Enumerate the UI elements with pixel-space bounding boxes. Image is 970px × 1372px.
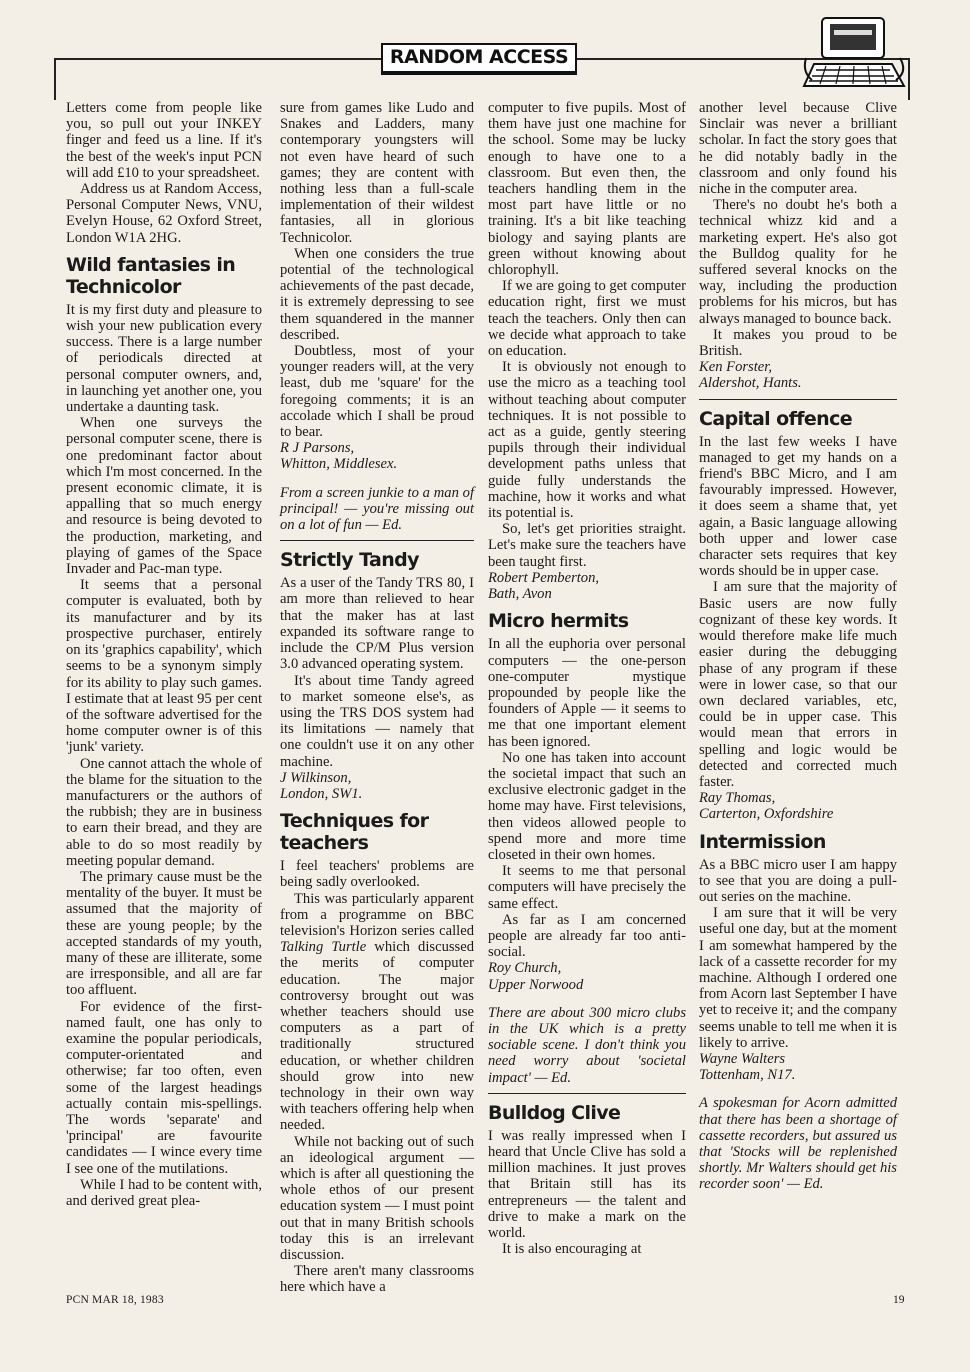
signature-place: Tottenham, N17.	[699, 1067, 796, 1084]
paragraph-part: which discussed the merits of computer education. The major controversy brought out was whether teachers should use computers as a part of traditionally structured education, or whether children should grow into new technology in their own way with teachers offering help when needed.	[280, 939, 474, 1134]
paragraph: While I had to be content with, and derived great plea-	[66, 1176, 262, 1209]
signature-place: Upper Norwood	[488, 976, 584, 993]
heading-techniques-for-teachers: Techniques for teachers	[280, 810, 429, 855]
editor-note: There are about 300 micro clubs in the UK which is a pretty sociable scene. I don't think you need worry about 'societal impact' — Ed.	[488, 1004, 686, 1086]
signature-name: Ray Thomas,	[699, 790, 776, 807]
programme-title: Talking Turtle	[280, 939, 367, 956]
paragraph: When one surveys the personal computer scene, there is one predominant factor about which I'm most concerned. In the present economic climate, it is appalling that so much energy and resource is being devoted to the production, marketing, and playing of games of the Space Invader and Pac-man type.	[66, 415, 262, 578]
computer-illustration-icon	[800, 14, 910, 94]
paragraph: I was really impressed when I heard that Uncle Clive has sold a million machines. It just proves that Britain still has its entrepreneurs — the talent and drive to make a mark on the world.	[488, 1127, 686, 1241]
paragraph: There aren't many classrooms here which have a	[280, 1263, 474, 1296]
paragraph: It is obviously not enough to use the micro as a teaching tool without teaching about computer techniques. It is not possible to act as a guide, gently steering pupils through their individual development paths unless that guide fully understands the machine, how it works and what its potential is.	[488, 359, 686, 522]
paragraph: Doubtless, most of your younger readers will, at the very least, dub me 'square' for the foregoing comments; it is an accolade which I shall be proud to bear.	[280, 343, 474, 441]
heading-bulldog-clive: Bulldog Clive	[488, 1101, 621, 1124]
paragraph: The primary cause must be the mentality of the buyer. It must be assumed that the majority of these are young people; by the accepted standards of my youth, many of these are illiterate, some are irresponsible, and all are far too affluent.	[66, 868, 262, 999]
paragraph: There's no doubt he's both a technical whizz kid and a marketing expert. He's also got the Bulldog quality for he suffered several knocks on the way, including the production problems for his micros, but has always managed to bounce back.	[699, 197, 897, 327]
paragraph: It's about time Tandy agreed to market someone else's, as using the TRS DOS system had its limitations — namely that one couldn't use it on any other machine.	[280, 672, 474, 770]
paragraph: It seems that a personal computer is evaluated, both by its manufacturer and by its prospective purchaser, entirely on its 'graphics capability', which seems to be a synonym simply for its ability to play such games. I estimate that at least 95 per cent of the software advertised for the home computer owner is of this 'junk' variety.	[66, 577, 262, 756]
section-banner: RANDOM ACCESS	[381, 43, 577, 75]
divider	[280, 540, 474, 541]
column-2	[280, 100, 474, 1296]
paragraph: I am sure that the majority of Basic users are now fully cognizant of these key words. It would therefore make life much easier during the debugging phase of any program if these were in lower case, so that our own declared variables, etc, could be in upper case. This would mean that errors in spelling and logic would be detected and corrected much faster.	[699, 579, 897, 790]
heading-wild-fantasies: Wild fantasies in Technicolor	[66, 253, 236, 298]
paragraph: As a user of the Tandy TRS 80, I am more than relieved to hear that the maker has at last expanded its software range to include the CP/M Plus version 3.0 advanced operating system.	[280, 575, 474, 673]
paragraph: computer to five pupils. Most of them have just one machine for the school. Some may be lucky enough to have one to a classroom. But even then, the teachers handling them in the most part have little or no training. It's a bit like teaching biology and saying plants are green without knowing about chlorophyll.	[488, 100, 686, 279]
paragraph: One cannot attach the whole of the blame for the situation to the manufacturers or the authors of the rubbish; they are in business to earn their bread, and they are able to do so most readily by meeting popular demand.	[66, 755, 262, 869]
paragraph: For evidence of the first-named fault, one has only to examine the popular periodicals, computer-orientated and otherwise; far too often, even some of the largest headings actually contain mis-spellings. The words 'separate' and 'principal' are favourite candidates — I wince every time I see one of the mutilations.	[66, 998, 262, 1177]
frame-left-rule	[54, 58, 56, 100]
paragraph: I am sure that it will be very useful one day, but at the moment I am somewhat hampered by the lack of a cassette recorder for my machine. Although I ordered one from Acorn last September I have yet to receive it; and the company seems unable to tell me when it is likely to arrive.	[699, 905, 897, 1051]
intro-text: Letters come from people like you, so pull out your INKEY finger and feed us a line. If it's the best of the week's input PCN will add £10 to your spreadsheet.	[66, 100, 262, 181]
signature-name: Wayne Walters	[699, 1050, 786, 1067]
signature-name: R J Parsons,	[280, 440, 355, 457]
paragraph: It seems to me that personal computers will have precisely the same effect.	[488, 863, 686, 912]
paragraph: As far as I am concerned people are already far too anti-social.	[488, 911, 686, 961]
heading-strictly-tandy: Strictly Tandy	[280, 549, 419, 572]
paragraph: It is my first duty and pleasure to wish your new publication every success. There is a large number of periodicals directed at personal computer owners, and, in launching yet another one, you undertake a daunting task.	[66, 301, 262, 416]
heading-micro-hermits: Micro hermits	[488, 610, 629, 633]
signature-place: Aldershot, Hants.	[699, 375, 802, 392]
heading-intermission: Intermission	[699, 830, 826, 853]
address-text: Address us at Random Access, Personal Computer News, VNU, Evelyn House, 62 Oxford Street, London W1A 2HG.	[66, 181, 262, 246]
paragraph: sure from games like Ludo and Snakes and Ladders, many contemporary youngsters will not even have heard of such games; they are content with nothing less than a full-scale implementation of their wildest fantasies, all in glorious Technicolor.	[280, 100, 474, 246]
signature-name: Ken Forster,	[699, 359, 772, 376]
heading-capital-offence: Capital offence	[699, 407, 853, 430]
signature-place: Whitton, Middlesex.	[280, 456, 398, 473]
paragraph-part: This was particularly apparent from a programme on BBC television's Horizon series called	[280, 890, 474, 939]
column-1	[66, 100, 262, 1209]
paragraph: another level because Clive Sinclair was never a brilliant scholar. In fact the story goes that he did notably badly in the classroom and only found his niche in the computer area.	[699, 100, 897, 198]
paragraph: It is also encouraging at	[502, 1241, 642, 1258]
paragraph: It makes you proud to be British.	[699, 326, 897, 360]
paragraph: While not backing out of such an ideological argument — which is after all questioning the whole ethos of our present education system — I must point out that in many British schools today this is an irrelevant discussion.	[280, 1133, 474, 1263]
paragraph: So, let's get priorities straight. Let's make sure the teachers have been taught first.	[488, 521, 686, 570]
column-3	[488, 100, 686, 1257]
paragraph: In all the euphoria over personal computers — the one-person one-computer mystique propounded by people like the founders of Apple — it seems to me that one important element has been ignored.	[488, 636, 686, 750]
paragraph: If we are going to get computer education right, first we must teach the teachers. Only then can we decide what approach to take on education.	[488, 278, 686, 360]
signature-name: J Wilkinson,	[280, 769, 352, 786]
paragraph: In the last few weeks I have managed to get my hands on a friend's BBC Micro, and I am favourably impressed. However, it does seem a shame that, yet again, a Basic language allowing both upper and lower case character sets requires that key words should be in upper case.	[699, 433, 897, 580]
paragraph: When one considers the true potential of the technological achievements of the past decade, it is extremely depressing to see them squandered in the manner described.	[280, 245, 474, 343]
signature-name: Robert Pemberton,	[488, 569, 600, 586]
editor-note: A spokesman for Acorn admitted that there has been a shortage of cassette recorders, but assured us that 'Stocks will be replenished shortly. Mr Walters should get his recorder soon' — Ed.	[699, 1095, 897, 1193]
page-number: 19	[893, 1294, 905, 1306]
signature-place: London, SW1.	[280, 785, 363, 802]
paragraph: As a BBC micro user I am happy to see that you are doing a pull-out series on the machine.	[699, 856, 897, 905]
column-4	[699, 100, 897, 1193]
divider	[488, 1093, 686, 1094]
issue-date: PCN MAR 18, 1983	[66, 1294, 164, 1306]
paragraph	[280, 891, 474, 1134]
editor-note: From a screen junkie to a man of principal! — you're missing out on a lot of fun — Ed.	[280, 484, 474, 534]
signature-name: Roy Church,	[488, 960, 562, 977]
paragraph: I feel teachers' problems are being sadly overlooked.	[280, 858, 474, 891]
signature-place: Carterton, Oxfordshire	[699, 806, 834, 823]
divider	[699, 399, 897, 400]
paragraph: No one has taken into account the societal impact that such an exclusive electronic gadget in the home may have. First televisions, then videos allowed people to spend more and more time closeted in their own homes.	[488, 749, 686, 863]
signature-place: Bath, Avon	[488, 586, 552, 603]
